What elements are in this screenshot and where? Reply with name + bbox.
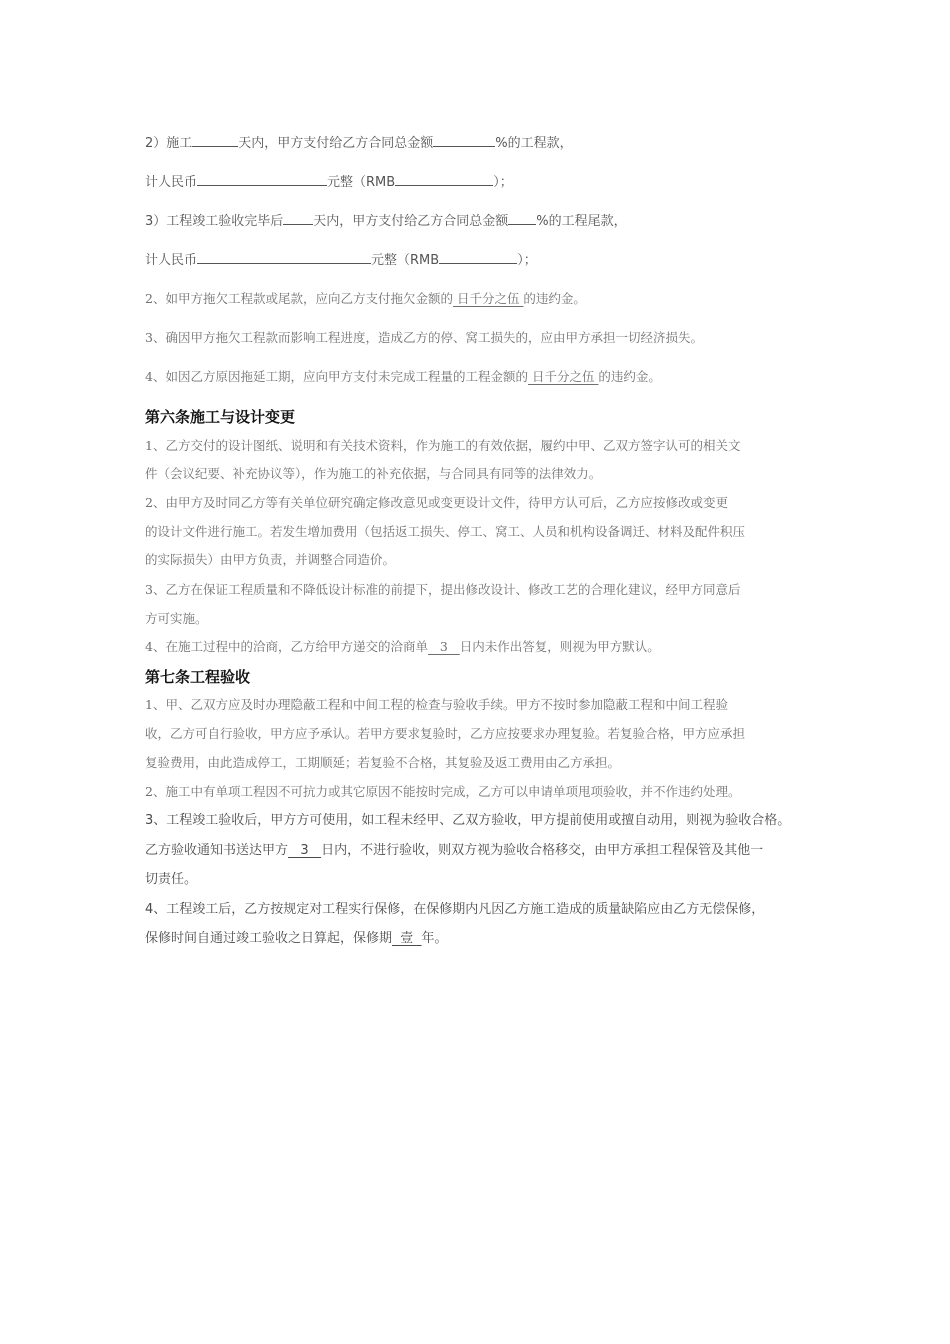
payment-line-4 [145,251,537,270]
text: 4、在施工过程中的洽商，乙方给甲方递交的洽商单 [145,639,428,654]
article-7-line: 复验费用，由此造成停工，工期顺延；若复验不合格，其复验及返工费用由乙方承担。 [145,755,621,770]
article-7-line: 切责任。 [145,872,198,887]
blank-field[interactable] [508,212,536,225]
filled-value: 3 [288,843,322,858]
text: 计人民币 [145,253,198,268]
article-6-line [145,638,660,656]
blank-field[interactable] [395,173,493,186]
blank-field[interactable] [192,134,238,147]
text: %的工程尾款， [536,214,627,229]
article-6-line: 2、由甲方及时同乙方等有关单位研究确定修改意见或变更设计文件，待甲方认可后，乙方应按修改或变更 [145,495,728,510]
text: 2）施工 [145,136,193,151]
article-7-line: 3、工程竣工验收后，甲方方可使用，如工程未经甲、乙双方验收，甲方提前使用或擅自动用，则视为验收合格。 [145,813,791,828]
text: 元整（RMB [371,253,440,268]
text: ）； [517,253,537,268]
article-6-line: 3、乙方在保证工程质量和不降低设计标准的前提下，提出修改设计、修改工艺的合理化建议，经甲方同意后 [145,582,741,597]
text: 日内，不进行验收，则双方视为验收合格移交，由甲方承担工程保管及其他一 [321,843,764,858]
text: 年。 [421,931,448,946]
text: 乙方验收通知书送达甲方 [145,843,289,858]
text: 元整（RMB [327,175,396,190]
payment-line-2 [145,173,513,192]
text: 的违约金。 [523,291,586,306]
payment-line-3 [145,212,627,231]
filled-value: 日千分之伍 [452,291,524,306]
text: 的违约金。 [598,369,661,384]
article-7-line: 2、施工中有单项工程因不可抗力或其它原因不能按时完成，乙方可以申请单项甩项验收，并不作违约处理。 [145,784,741,799]
article-7-line: 4、工程竣工后，乙方按规定对工程实行保修，在保修期内凡因乙方施工造成的质量缺陷应由乙方无偿保修， [145,902,765,917]
filled-value: 日千分之伍 [527,369,599,384]
penalty-line-4 [145,368,661,386]
payment-line-1 [145,134,573,153]
article-6-line: 方可实施。 [145,611,208,626]
penalty-line-2 [145,290,586,308]
blank-field[interactable] [283,212,313,225]
penalty-line-3: 3、确因甲方拖欠工程款而影响工程进度，造成乙方的停、窝工损失的，应由甲方承担一切经济损失。 [145,330,703,345]
blank-field[interactable] [197,173,327,186]
blank-field[interactable] [439,251,517,264]
filled-value: 3 [427,639,460,654]
text: 2、如甲方拖欠工程款或尾款，应向乙方支付拖欠金额的 [145,291,453,306]
article-7-line: 1、甲、乙双方应及时办理隐蔽工程和中间工程的检查与验收手续。甲方不按时参加隐蔽工程和中间工程验 [145,697,728,712]
article-6-heading: 第六条施工与设计变更 [145,408,296,426]
article-7-line [145,842,763,860]
article-6-line: 的设计文件进行施工。若发生增加费用（包括返工损失、停工、窝工、人员和机构设备调迁、材料及配件积压 [145,524,746,539]
article-6-line: 件（会议纪要、补充协议等），作为施工的补充依据，与合同具有同等的法律效力。 [145,466,602,481]
text: 天内，甲方支付给乙方合同总金额 [238,136,434,151]
text: 计人民币 [145,175,198,190]
text: 保修时间自通过竣工验收之日算起，保修期 [145,931,393,946]
blank-field[interactable] [433,134,495,147]
text: 天内，甲方支付给乙方合同总金额 [313,214,509,229]
article-7-line: 收，乙方可自行验收，甲方应予承认。若甲方要求复验时，乙方应按要求办理复验。若复验合格，甲方应承担 [145,726,746,741]
article-7-heading: 第七条工程验收 [145,668,251,686]
text: 3）工程竣工验收完毕后 [145,214,284,229]
filled-value: 壹 [392,931,422,946]
text: 日内未作出答复，则视为甲方默认。 [459,639,660,654]
blank-field[interactable] [197,251,371,264]
text: ）； [493,175,513,190]
text: %的工程款， [495,136,573,151]
article-6-line: 的实际损失）由甲方负责，并调整合同造价。 [145,552,396,567]
article-6-line: 1、乙方交付的设计图纸、说明和有关技术资料，作为施工的有效依据，履约中甲、乙双方签字认可的相关文 [145,438,741,453]
article-7-line [145,930,448,948]
text: 4、如因乙方原因拖延工期，应向甲方支付未完成工程量的工程金额的 [145,369,528,384]
